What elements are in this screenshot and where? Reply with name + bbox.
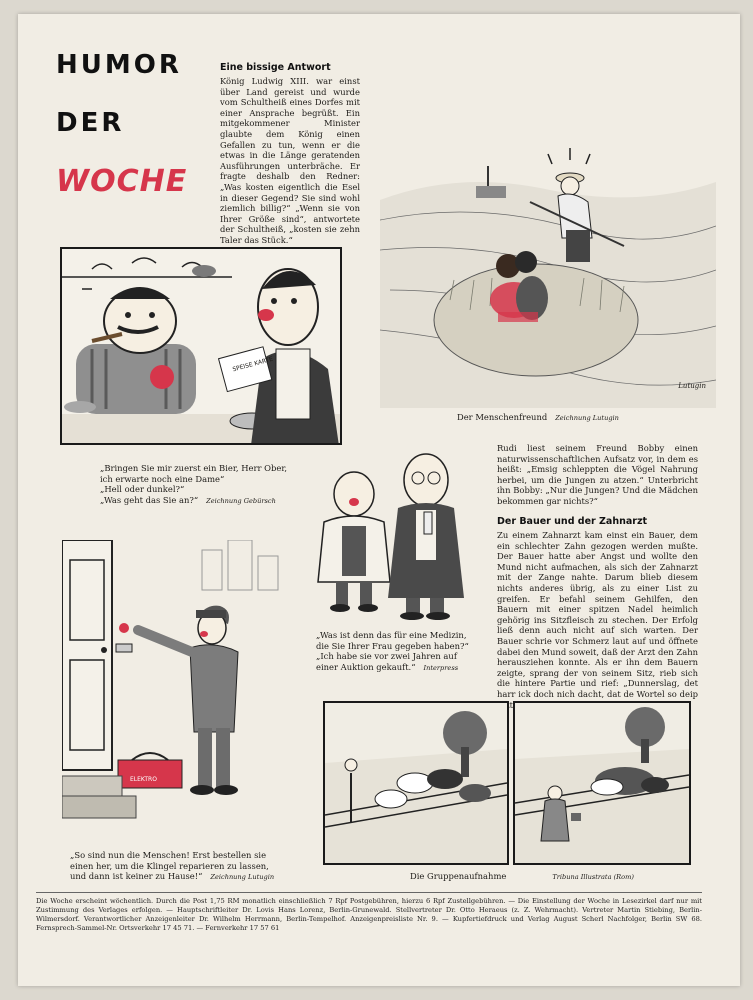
artist-signature: Lutugin xyxy=(678,382,706,390)
menu-card-label: SPEISE KARTE xyxy=(231,355,274,374)
story-text: Zu einem Zahnarzt kam einst ein Bauer, dem ein schlechter Zahn gezogen werden mußte. Der Bauer hatte aber Angst und wollte den Mund nicht aufmachen, als sich der Zahnarzt mit der Zange nahte. Darum blieb diesem nichts anderes übrig, als zu einer List zu greifen. Er befahl seinem Gehilfen, den Bauern mit einer spitzen Nadel heimlich gehörig ins Sitzfleisch zu stechen. Der Erfolg ließ denn auch nicht auf sich warten. Der Bauer schrie vor Schmerz laut auf und öffnete dabei den Mund soweit, daß der Arzt den Zahn herausziehen konnte. Als er ihn dem Bauern zeigte, sprang der von seinem Sitz, rieb sich die hintere Partie und rief: „Dunnerslag, det harr ick doch nich dacht, dat de Wortel so deip xyxy=(497,530,698,699)
story-text: König Ludwig XIII. war einst über Land gereist und wurde vom Schultheiß eines Dorfes mit einer Ansprache begrüßt. Ein mitgekommener Minister glaubte dem König einen Gefallen zu tun, wenn er die etwas in die Länge geratenden Ausführungen unterbräche. Er fragte deshalb den Redner: „Was kosten eigentlich die Esel in dieser Gegend? Sie sind wohl ziemlich billig?“ „Wenn sie von Ihrer Größe sind“, antwortete der Schultheiß, „kosten sie zehn Taler das Stück.“ xyxy=(220,76,360,245)
cartoon-medizin xyxy=(314,452,479,624)
cartoon-gruppe-panel-1 xyxy=(323,701,509,865)
caption-line: und dann ist keiner zu Hause!“ Zeichnung Lutugin xyxy=(70,871,275,882)
caption-line: „Bringen Sie mir zuerst ein Bier, Herr Ober, xyxy=(100,463,288,473)
caption-line: „So sind nun die Menschen! Erst bestellen sie xyxy=(70,850,267,860)
cartoon-credit: Zeichnung Gebürsch xyxy=(206,496,276,505)
story-heading: Der Bauer und der Zahnarzt xyxy=(497,516,648,527)
cartoon-credit: Zeichnung Lutugin xyxy=(555,414,619,422)
imprint-footer: Die Woche erscheint wöchentlich. Durch die Post 1,75 RM monatlich einschließlich 7 Rpf Postgebühren, hierzu 6 Rpf Zustellgebühren. — Die Einstellung der Woche in Lesezirkel darf nur mit Zustimmung des Verlages erfolgen. — Hauptschriftleiter Dr. Lovis Hans Lorenz, Berlin-Grunewald. Stellvertreter Dr. Otto Heraeus (z. Z. Wehrmacht). Vertreter Martin Stiebing, Berlin-Wilmersdorf. Verantwortlicher Anzeigenleiter Dr. Wilhelm Herrmann, Berlin-Tempelhof. Anzeigenpreisliste Nr. 9. — Kupfertiefdruck und Verlag August Scherl Nachfolger, Berlin SW 68. Fernsprech-Sammel-Nr. Ortsverkehr 17 45 71. — Fernverkehr 17 57 61 xyxy=(36,892,702,933)
caption-line: „Was geht das Sie an?“ Zeichnung Gebürsch xyxy=(100,494,276,505)
cartoon-restaurant-caption xyxy=(100,463,345,506)
masthead-der: DER xyxy=(56,108,125,138)
story-bissige-antwort xyxy=(220,62,360,246)
cartoon-gruppe-caption xyxy=(410,871,670,883)
caption-title: Die Gruppenaufnahme xyxy=(410,871,507,881)
cartoon-menschenfreund xyxy=(380,130,716,408)
story-bauer-zahnarzt xyxy=(497,516,698,710)
masthead-woche: WOCHE xyxy=(56,164,188,199)
cartoon-elektriker-caption xyxy=(70,850,302,883)
caption-title: Der Menschenfreund xyxy=(457,412,548,422)
cartoon-credit: Interpress xyxy=(423,663,459,672)
cartoon-menschenfreund-caption xyxy=(457,412,657,424)
cartoon-medizin-caption xyxy=(316,630,506,673)
cartoon-restaurant xyxy=(60,247,342,445)
masthead-humor: HUMOR xyxy=(56,50,182,80)
cartoon-gruppe-panel-2 xyxy=(513,701,691,865)
caption-line: ich erwarte noch eine Dame“ xyxy=(100,473,225,484)
cartoon-credit: Zeichnung Lutugin xyxy=(210,873,275,882)
cartoon-elektriker xyxy=(62,540,284,840)
story-heading: Eine bissige Antwort xyxy=(220,62,331,73)
caption-line: die Sie Ihrer Frau gegeben haben?“ xyxy=(316,640,469,651)
caption-line: „Was ist denn das für eine Medizin, xyxy=(316,630,467,640)
caption-line: einen her, um die Klingel reparieren zu lassen, xyxy=(70,860,269,871)
caption-line: „Hell oder dunkel?“ xyxy=(100,484,185,495)
caption-line: einer Auktion gekauft.“ Interpress xyxy=(316,661,459,672)
toolbox-label: ELEKTRO xyxy=(130,776,157,783)
cartoon-credit: Tribuna Illustrata (Rom) xyxy=(552,873,634,881)
caption-line: „Ich habe sie vor zwei Jahren auf xyxy=(316,651,457,662)
story-rudi-bobby: Rudi liest seinem Freund Bobby einen naturwissenschaftlichen Aufsatz vor, in dem es heißt: „Emsig schleppten die Vögel Nahrung herbei, um die Jungen zu atzen.“ Unterbricht ihn Bobby: „Nur die Jungen? Und die Mädchen bekommen gar nichts?“ xyxy=(497,443,698,506)
